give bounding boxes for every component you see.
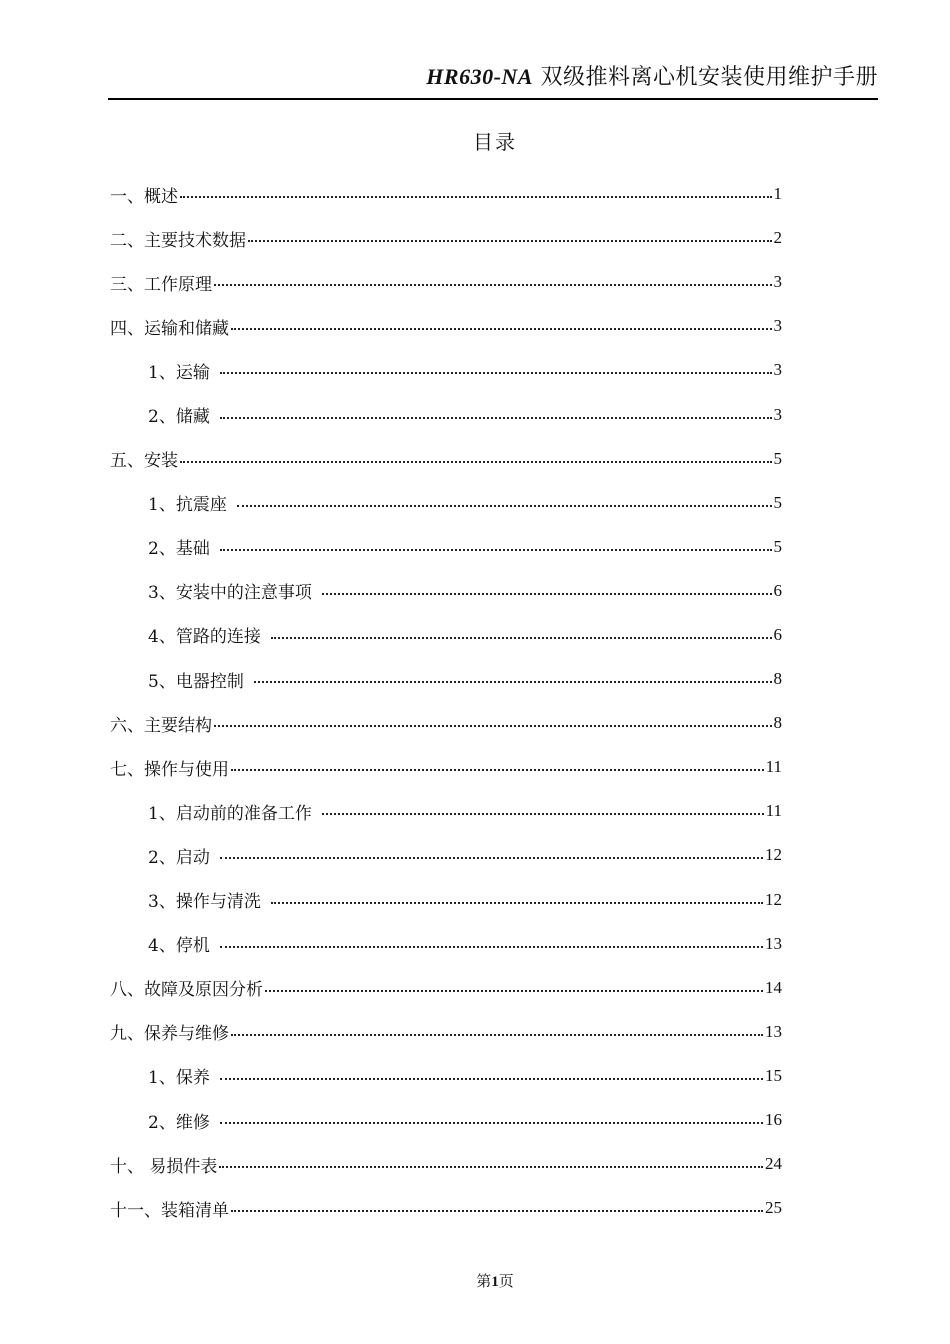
toc-dot-leader bbox=[322, 593, 772, 595]
toc-entry-label: 4、管路的连接 bbox=[148, 627, 261, 648]
toc-entry-label: 3、安装中的注意事项 bbox=[148, 583, 312, 604]
footer-prefix: 第 bbox=[476, 1272, 492, 1290]
footer-page-number: 1 bbox=[491, 1274, 499, 1290]
toc-entry[interactable] bbox=[110, 481, 782, 525]
toc-entry-page: 5 bbox=[773, 448, 782, 468]
toc-entry-page: 15 bbox=[765, 1065, 782, 1085]
toc-entry-label: 1、启动前的准备工作 bbox=[148, 803, 312, 824]
toc-dot-leader bbox=[220, 946, 763, 948]
toc-entry-label: 5、电器控制 bbox=[148, 671, 244, 692]
toc-dot-leader bbox=[220, 372, 772, 374]
toc-entry-page: 6 bbox=[773, 580, 782, 600]
toc-entry[interactable] bbox=[110, 392, 782, 436]
toc-entry-page: 3 bbox=[773, 404, 782, 424]
toc-dot-leader bbox=[214, 284, 772, 286]
toc-entry-page: 13 bbox=[765, 933, 782, 953]
toc-entry[interactable] bbox=[110, 348, 782, 392]
toc-dot-leader bbox=[322, 813, 764, 815]
toc-entry-label: 三、工作原理 bbox=[110, 274, 212, 295]
toc-entry-page: 3 bbox=[773, 360, 782, 380]
toc-dot-leader bbox=[180, 461, 772, 463]
page-footer bbox=[0, 1270, 950, 1291]
header-title: 双级推料离心机安装使用维护手册 bbox=[540, 65, 878, 90]
toc-entry-label: 1、抗震座 bbox=[148, 495, 227, 516]
toc-entry-page: 8 bbox=[773, 713, 782, 733]
toc-entry-label: 3、操作与清洗 bbox=[148, 892, 261, 913]
toc-entry[interactable] bbox=[110, 260, 782, 304]
toc-entry[interactable] bbox=[110, 1010, 782, 1054]
toc-entry-page: 12 bbox=[765, 845, 782, 865]
toc-entry[interactable] bbox=[110, 437, 782, 481]
table-of-contents bbox=[110, 172, 782, 1230]
toc-entry[interactable] bbox=[110, 878, 782, 922]
toc-entry[interactable] bbox=[110, 745, 782, 789]
toc-entry-label: 五、安装 bbox=[110, 451, 178, 472]
toc-entry-page: 24 bbox=[765, 1154, 782, 1174]
running-header bbox=[108, 60, 878, 98]
toc-entry-page: 13 bbox=[765, 1021, 782, 1041]
toc-entry[interactable] bbox=[110, 1054, 782, 1098]
toc-entry-page: 11 bbox=[765, 757, 782, 777]
toc-entry-page: 14 bbox=[765, 977, 782, 997]
toc-dot-leader bbox=[231, 1210, 763, 1212]
toc-dot-leader bbox=[248, 240, 772, 242]
toc-dot-leader bbox=[231, 328, 772, 330]
toc-entry[interactable] bbox=[110, 922, 782, 966]
footer-suffix: 页 bbox=[498, 1272, 514, 1290]
toc-entry-label: 1、运输 bbox=[148, 362, 210, 383]
toc-entry-page: 3 bbox=[773, 316, 782, 336]
toc-entry-label: 4、停机 bbox=[148, 936, 210, 957]
toc-dot-leader bbox=[237, 505, 772, 507]
toc-dot-leader bbox=[271, 902, 763, 904]
toc-entry-page: 6 bbox=[773, 624, 782, 644]
toc-entry-page: 2 bbox=[773, 228, 782, 248]
toc-entry-page: 5 bbox=[773, 492, 782, 512]
header-model: HR630-NA bbox=[426, 64, 533, 89]
toc-dot-leader bbox=[180, 196, 772, 198]
toc-entry[interactable] bbox=[110, 525, 782, 569]
toc-entry[interactable] bbox=[110, 1142, 782, 1186]
toc-entry-label: 1、保养 bbox=[148, 1068, 210, 1089]
toc-entry[interactable] bbox=[110, 216, 782, 260]
toc-entry[interactable] bbox=[110, 833, 782, 877]
toc-entry-page: 16 bbox=[765, 1110, 782, 1130]
toc-entry-page: 11 bbox=[765, 801, 782, 821]
toc-dot-leader bbox=[271, 637, 772, 639]
toc-entry[interactable] bbox=[110, 613, 782, 657]
toc-entry-label: 2、启动 bbox=[148, 847, 210, 868]
toc-dot-leader bbox=[220, 1122, 763, 1124]
toc-entry[interactable] bbox=[110, 966, 782, 1010]
toc-entry-page: 25 bbox=[765, 1198, 782, 1218]
toc-entry[interactable] bbox=[110, 1098, 782, 1142]
toc-entry-label: 七、操作与使用 bbox=[110, 759, 229, 780]
toc-entry-label: 八、故障及原因分析 bbox=[110, 980, 263, 1001]
toc-entry-label: 十一、装箱清单 bbox=[110, 1200, 229, 1221]
toc-entry-label: 2、储藏 bbox=[148, 407, 210, 428]
toc-entry[interactable] bbox=[110, 657, 782, 701]
header-rule bbox=[108, 98, 878, 100]
toc-heading: 目录 bbox=[473, 130, 517, 154]
toc-dot-leader bbox=[214, 725, 772, 727]
toc-dot-leader bbox=[231, 769, 764, 771]
toc-entry-page: 12 bbox=[765, 889, 782, 909]
toc-entry[interactable] bbox=[110, 569, 782, 613]
toc-dot-leader bbox=[220, 1078, 763, 1080]
toc-dot-leader bbox=[219, 1166, 763, 1168]
toc-entry-label: 一、概述 bbox=[110, 186, 178, 207]
toc-entry[interactable] bbox=[110, 304, 782, 348]
toc-entry-label: 2、维修 bbox=[148, 1112, 210, 1133]
toc-entry-label: 九、保养与维修 bbox=[110, 1024, 229, 1045]
toc-entry[interactable] bbox=[110, 1186, 782, 1230]
toc-dot-leader bbox=[220, 857, 763, 859]
toc-entry[interactable] bbox=[110, 789, 782, 833]
toc-entry-label: 2、基础 bbox=[148, 539, 210, 560]
toc-entry[interactable] bbox=[110, 172, 782, 216]
toc-entry-label: 六、主要结构 bbox=[110, 715, 212, 736]
toc-entry-page: 3 bbox=[773, 272, 782, 292]
toc-entry-label: 四、运输和储藏 bbox=[110, 318, 229, 339]
toc-dot-leader bbox=[220, 549, 772, 551]
toc-dot-leader bbox=[254, 681, 772, 683]
toc-dot-leader bbox=[265, 990, 763, 992]
toc-entry[interactable] bbox=[110, 701, 782, 745]
toc-entry-page: 8 bbox=[773, 669, 782, 689]
toc-dot-leader bbox=[231, 1034, 763, 1036]
toc-dot-leader bbox=[220, 417, 772, 419]
toc-entry-page: 5 bbox=[773, 536, 782, 556]
toc-entry-label: 二、主要技术数据 bbox=[110, 230, 246, 251]
toc-entry-page: 1 bbox=[773, 184, 782, 204]
toc-entry-label: 十、 易损件表 bbox=[110, 1156, 218, 1177]
